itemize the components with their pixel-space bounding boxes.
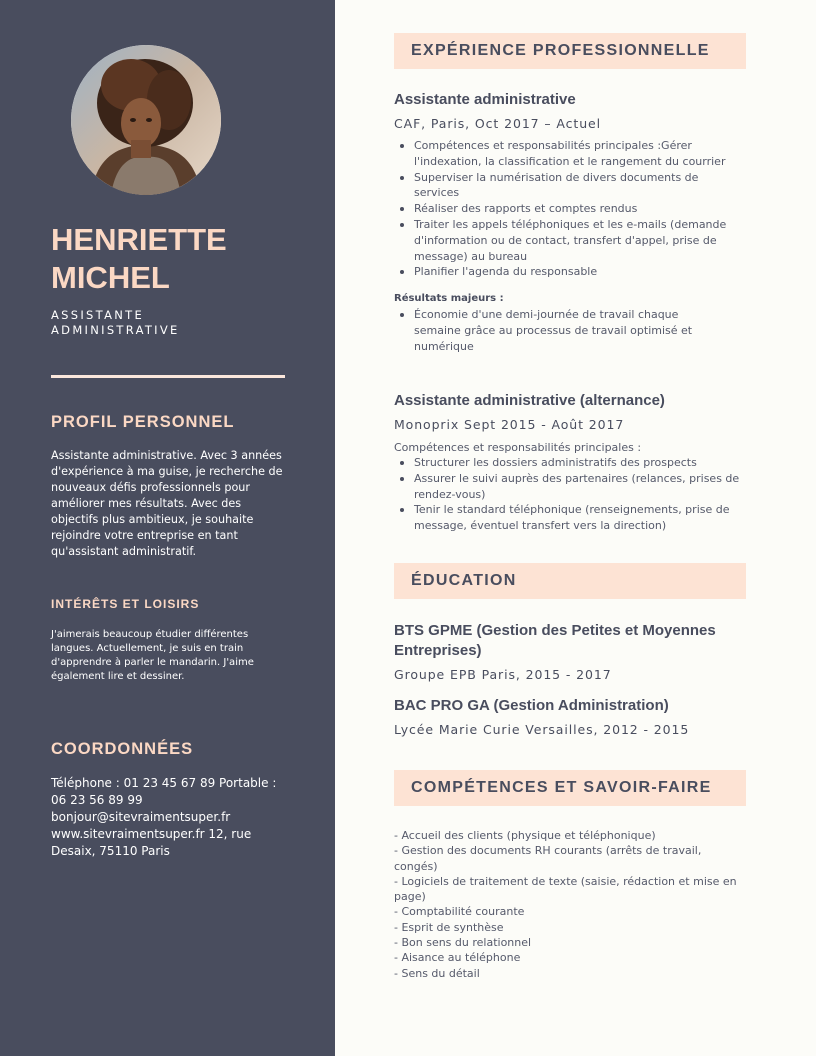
job2-title: Assistante administrative (alternance) <box>394 392 665 409</box>
education-heading: ÉDUCATION <box>394 563 746 599</box>
coordonnees-text: Téléphone : 01 23 45 67 89 Portable : 06 23 56 89 99 bonjour@sitevraimentsuper.fr www.sitevraimentsuper.fr 12, rue Desaix, 75110 Paris <box>51 776 277 858</box>
candidate-name <box>51 221 227 297</box>
list-item: Traiter les appels téléphoniques et les e-mails (demande d'information ou de contact, transfert d'appel, prise de message) au bureau <box>394 217 746 264</box>
name-line-first: HENRIETTE <box>51 222 227 257</box>
name-line-last: MICHEL <box>51 260 170 295</box>
list-item: - Logiciels de traitement de texte (saisie, rédaction et mise en page) <box>394 874 737 904</box>
list-item: - Esprit de synthèse <box>394 920 504 934</box>
interets-heading: INTÉRÊTS ET LOISIRS <box>51 597 200 611</box>
profil-heading: PROFIL PERSONNEL <box>51 413 235 431</box>
job1-title: Assistante administrative <box>394 91 576 108</box>
list-item: - Aisance au téléphone <box>394 951 521 965</box>
job2-subtitle: Monoprix Sept 2015 - Août 2017 <box>394 417 625 432</box>
interets-text: J'aimerais beaucoup étudier différentes langues. Actuellement, je suis en train d'apprendre à parler le mandarin. J'aime également lire et dessiner. <box>51 629 254 682</box>
job1-bullets <box>394 138 746 280</box>
job-title-line1: ASSISTANTE <box>51 308 145 322</box>
job1-subtitle: CAF, Paris, Oct 2017 – Actuel <box>394 116 602 131</box>
education-item-title: BTS GPME (Gestion des Petites et Moyennes Entreprises) <box>394 622 716 659</box>
results-label: Résultats majeurs : <box>394 293 504 304</box>
coordonnees-heading: COORDONNÉES <box>51 740 194 758</box>
job1-results <box>394 307 724 354</box>
job-title-line2: ADMINISTRATIVE <box>51 323 180 337</box>
profil-text: Assistante administrative. Avec 3 années d'expérience à ma guise, je recherche de nouveaux défis professionnels pour améliorer mes résultats. Avec des objectifs plus ambitieux, je souhaite rejoindre votre entreprise en tant qu'assistant administratif. <box>51 449 283 558</box>
list-item: - Gestion des documents RH courants (arrêts de travail, congés) <box>394 844 702 873</box>
experience-heading: EXPÉRIENCE PROFESSIONNELLE <box>394 33 746 69</box>
education-item-subtitle: Groupe EPB Paris, 2015 - 2017 <box>394 667 612 682</box>
list-item: Compétences et responsabilités principales :Gérer l'indexation, la classification et le rangement du courrier <box>394 138 746 170</box>
portrait-image <box>71 45 221 195</box>
profile-photo <box>71 45 221 195</box>
list-item: Réaliser des rapports et comptes rendus <box>394 201 746 217</box>
list-item: Structurer les dossiers administratifs des prospects <box>394 455 750 471</box>
job2-bullets <box>394 455 750 534</box>
list-item: Économie d'une demi-journée de travail chaque semaine grâce au processus de travail optimisé et numérique <box>394 307 724 354</box>
list-item: - Comptabilité courante <box>394 905 525 919</box>
list-item: - Bon sens du relationnel <box>394 936 532 950</box>
list-item: Assurer le suivi auprès des partenaires (relances, prises de rendez-vous) <box>394 471 750 503</box>
list-item: Superviser la numérisation de divers documents de services <box>394 170 746 202</box>
list-item: - Accueil des clients (physique et téléphonique) <box>394 829 656 842</box>
list-item: Planifier l'agenda du responsable <box>394 264 746 280</box>
divider <box>51 375 285 378</box>
job2-intro: Compétences et responsabilités principales : <box>394 441 642 454</box>
list-item: Tenir le standard téléphonique (renseignements, prise de message, éventuel transfert vers la direction) <box>394 502 750 534</box>
skills-heading: COMPÉTENCES ET SAVOIR-FAIRE <box>394 770 746 806</box>
list-item: - Sens du détail <box>394 966 480 980</box>
education-item-title: BAC PRO GA (Gestion Administration) <box>394 697 669 714</box>
education-item-subtitle: Lycée Marie Curie Versailles, 2012 - 2015 <box>394 722 690 737</box>
skills-list <box>394 828 744 981</box>
job-title <box>51 308 291 338</box>
